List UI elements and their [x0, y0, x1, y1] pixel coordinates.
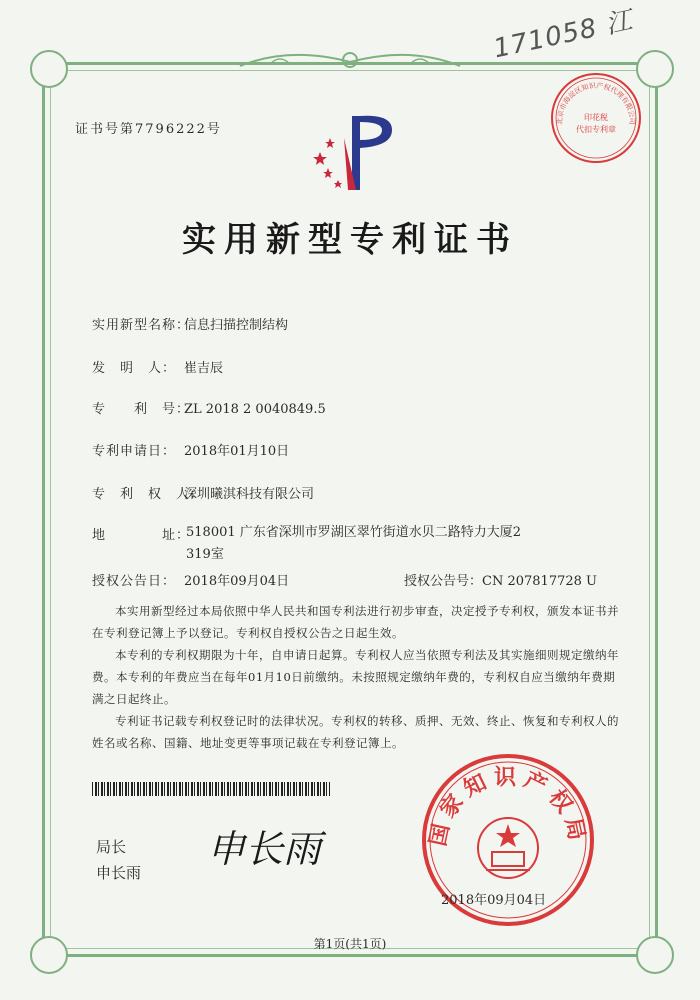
- field-value: 2018年01月10日: [184, 444, 290, 459]
- field-patentee: [92, 483, 314, 502]
- field-label: 专 利 权 人：: [92, 487, 205, 502]
- certificate-title: 实用新型专利证书: [182, 220, 518, 260]
- corner-ornament: [30, 50, 68, 88]
- field-label: 地 址：: [92, 528, 191, 543]
- body-paragraph: 专利证书记载专利权登记时的法律状况。专利权的转移、质押、无效、终止、恢复和专利权人的姓名或名称、国籍、地址变更等事项记载在专利登记簿上。: [92, 714, 619, 750]
- barcode: [92, 782, 330, 796]
- grant-publication-number: [404, 570, 597, 589]
- seal-date: 2018年09月04日: [441, 893, 547, 908]
- field-address: [92, 524, 191, 543]
- signature-text: 申长雨: [207, 827, 322, 871]
- field-value: 2018年09月04日: [184, 574, 290, 589]
- director-label: 局长: [96, 838, 127, 856]
- handwritten-note: 171058 江: [490, 5, 636, 65]
- top-ornament-icon: [230, 44, 470, 74]
- field-patent-number: [92, 398, 326, 417]
- field-label: 发 明 人：: [92, 361, 177, 376]
- field-utility-name: [92, 314, 288, 333]
- body-paragraph: 本实用新型经过本局依照中华人民共和国专利法进行初步审查，决定授予专利权，颁发本证书并在专利登记簿上予以登记。专利权自授权公告之日起生效。: [92, 604, 619, 640]
- field-application-date: [92, 440, 289, 459]
- page-number: 第1页(共1页): [313, 937, 387, 951]
- seal-top-sub2: 代扣专利章: [576, 125, 616, 134]
- field-value: ZL 2018 2 0040849.5: [184, 402, 326, 417]
- agency-seal-icon: [548, 70, 644, 166]
- seal-main-ring-text: 国家知识产权局: [424, 764, 592, 849]
- address-line: 319室: [186, 547, 224, 562]
- field-value: 信息扫描控制结构: [184, 318, 289, 333]
- field-value: 深圳曦淇科技有限公司: [184, 487, 315, 502]
- field-label: 授权公告日：: [92, 574, 177, 589]
- address-line: 518001 广东省深圳市罗湖区翠竹街道水贝二路特力大厦2: [186, 525, 522, 540]
- field-grant-date: [92, 570, 289, 589]
- certificate-number: 证书号第7796222号: [75, 122, 222, 137]
- field-label: 授权公告号：: [404, 574, 483, 589]
- address-value: [186, 522, 546, 566]
- field-label: 专 利 号：: [92, 402, 191, 417]
- field-value: 崔吉辰: [184, 361, 224, 376]
- field-label: 实用新型名称：: [92, 318, 191, 333]
- field-label: 专利申请日：: [92, 444, 177, 459]
- field-inventor: [92, 357, 223, 376]
- patent-office-logo-icon: [300, 108, 410, 198]
- director-name: 申长雨: [96, 864, 142, 882]
- director-signature: [205, 818, 355, 878]
- field-value: CN 207817728 U: [482, 574, 597, 589]
- body-paragraph: 本专利的专利权期限为十年，自申请日起算。专利权人应当依照专利法及其实施细则规定缴纳年费。本专利的年费应当在每年01月10日前缴纳。未按照规定缴纳年费的，专利权自应当缴纳年费期满之日起终止。: [92, 648, 619, 706]
- seal-top-ring-text: 北京市海淀区知识产权代理有限公司: [555, 81, 637, 125]
- seal-top-sub1: 印花税: [584, 113, 608, 122]
